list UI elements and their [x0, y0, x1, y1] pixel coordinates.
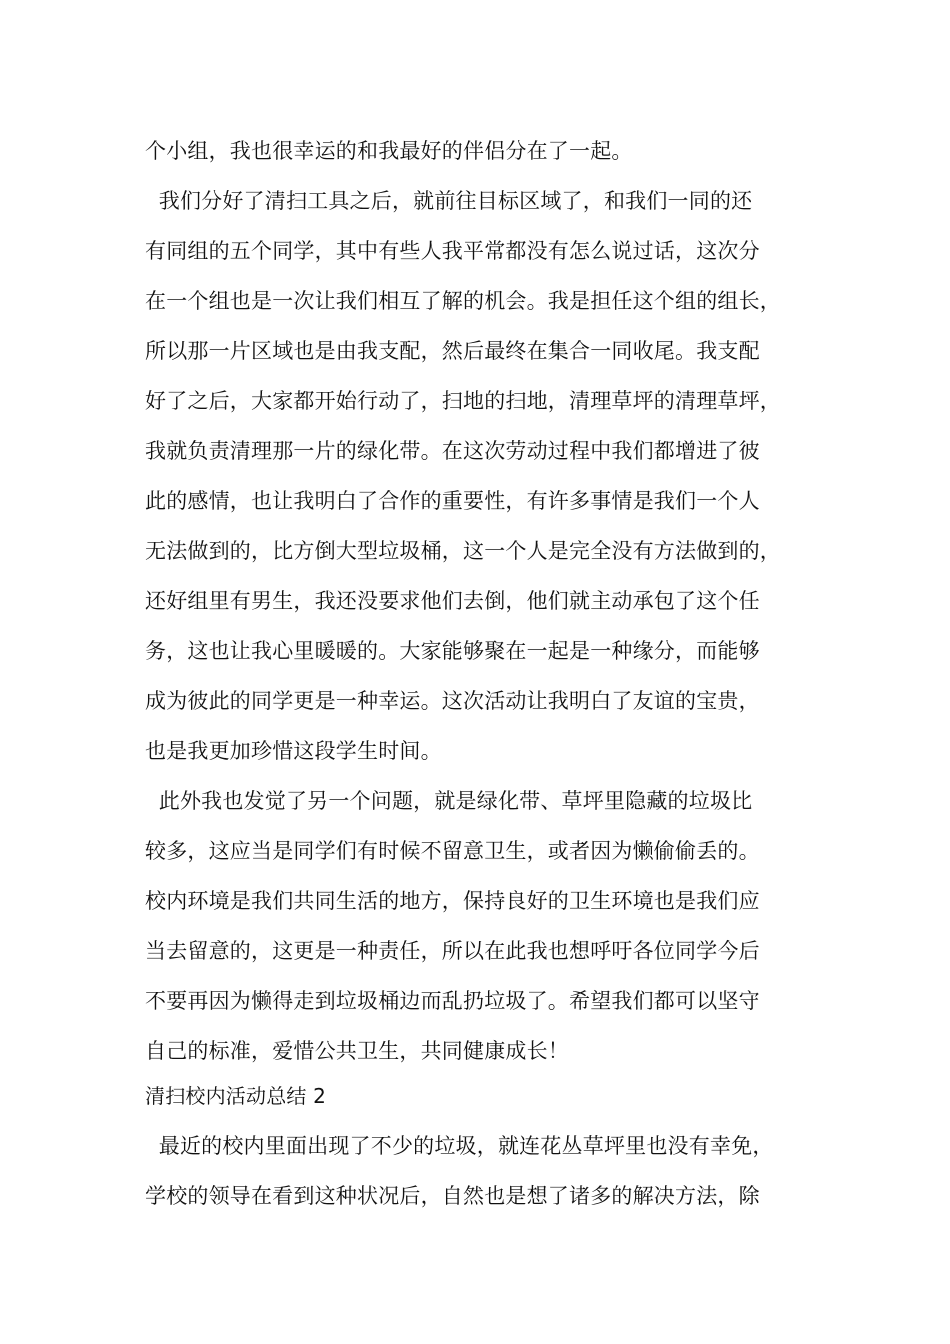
text-line: 所以那一片区域也是由我支配，然后最终在集合一同收尾。我支配 — [145, 339, 760, 363]
text-line: 此的感情，也让我明白了合作的重要性，有许多事情是我们一个人 — [145, 489, 760, 513]
text-line: 当去留意的，这更是一种责任，所以在此我也想呼吁各位同学今后 — [145, 939, 760, 963]
text-line: 在一个组也是一次让我们相互了解的机会。我是担任这个组的组长， — [145, 289, 781, 313]
text-line: 自己的标准，爱惜公共卫生，共同健康成长！ — [145, 1039, 569, 1063]
text-line: 个小组，我也很幸运的和我最好的伴侣分在了一起。 — [145, 139, 633, 163]
section-heading: 清扫校内活动总结 2 — [145, 1084, 327, 1108]
text-line: 较多，这应当是同学们有时候不留意卫生，或者因为懒偷偷丢的。 — [145, 839, 760, 863]
text-line: 学校的领导在看到这种状况后，自然也是想了诸多的解决方法，除 — [145, 1184, 760, 1208]
text-line: 也是我更加珍惜这段学生时间。 — [145, 739, 442, 763]
text-line: 无法做到的，比方倒大型垃圾桶，这一个人是完全没有方法做到的， — [145, 539, 781, 563]
text-line: 好了之后，大家都开始行动了，扫地的扫地，清理草坪的清理草坪， — [145, 389, 781, 413]
text-line: 成为彼此的同学更是一种幸运。这次活动让我明白了友谊的宝贵， — [145, 689, 760, 713]
text-line: 有同组的五个同学，其中有些人我平常都没有怎么说过话，这次分 — [145, 239, 760, 263]
paragraph-start-line: 我们分好了清扫工具之后，就前往目标区域了，和我们一同的还 — [145, 189, 753, 213]
paragraph-start-line: 此外我也发觉了另一个问题，就是绿化带、草坪里隐藏的垃圾比 — [145, 789, 753, 813]
text-line: 还好组里有男生，我还没要求他们去倒，他们就主动承包了这个任 — [145, 589, 760, 613]
paragraph-start-line: 最近的校内里面出现了不少的垃圾，就连花丛草坪里也没有幸免， — [145, 1134, 774, 1158]
text-line: 不要再因为懒得走到垃圾桶边而乱扔垃圾了。希望我们都可以坚守 — [145, 989, 760, 1013]
text-line: 我就负责清理那一片的绿化带。在这次劳动过程中我们都增进了彼 — [145, 439, 760, 463]
text-line: 校内环境是我们共同生活的地方，保持良好的卫生环境也是我们应 — [145, 889, 760, 913]
text-line: 务，这也让我心里暖暖的。大家能够聚在一起是一种缘分，而能够 — [145, 639, 760, 663]
